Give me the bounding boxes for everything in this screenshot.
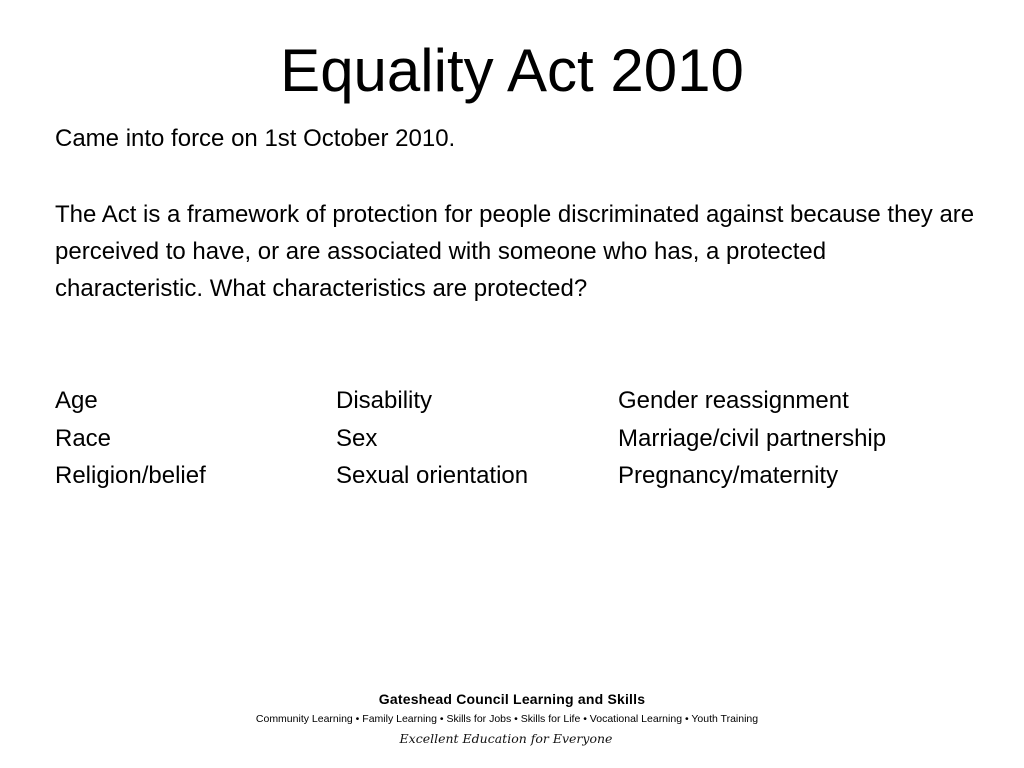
characteristic-item: Religion/belief (55, 462, 206, 489)
characteristic-item: Race (55, 424, 112, 452)
slide-title: Equality Act 2010 (280, 37, 744, 104)
intro-text: Came into force on 1st October 2010. (55, 125, 456, 152)
footer (0, 690, 1024, 748)
protected-characteristics-grid (55, 382, 975, 495)
characteristics-row (55, 382, 975, 420)
characteristic-item: Sexual orientation (336, 462, 529, 489)
characteristic-item: Marriage/civil partnership (618, 424, 887, 452)
services-list: Community Learning • Family Learning • Skills for Jobs • Skills for Life • Vocational Learning • Youth Training (255, 713, 759, 725)
characteristics-row (55, 457, 975, 495)
characteristic-item: Gender reassignment (618, 387, 849, 414)
characteristics-row (55, 420, 975, 458)
characteristic-item: Age (55, 387, 98, 414)
characteristic-item: Disability (336, 387, 433, 414)
tagline: Excellent Education for Everyone (399, 731, 613, 746)
description-text: The Act is a framework of protection for people discriminated against because they are perceived to have, or are associated with someone who has, a protected characteristic. What characteristics are protected? (55, 201, 975, 302)
characteristic-item: Pregnancy/maternity (618, 462, 839, 489)
characteristic-item: Sex (336, 424, 378, 452)
organisation-name: Gateshead Council Learning and Skills (378, 691, 646, 707)
